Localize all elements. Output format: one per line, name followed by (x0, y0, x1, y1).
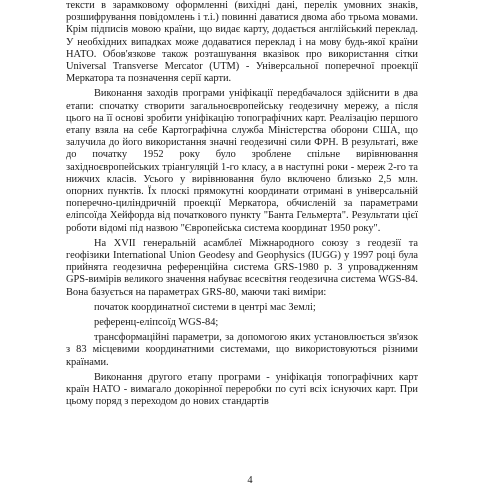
paragraph-3: На XVII генеральній асамблеї Міжнародного союзу з геодезії та геофізики International Union Geodesy and Geophysics (IUGG) у 1997 році була прийнята геодезична референційна система GRS-1980 р. З упровадженням GPS-вимірів великого значення набуває всесвітня геодезична система WGS-84. Вона базується на параметрах GRS-80, маючи такі виміри: (66, 237, 418, 298)
paragraph-2: Виконання заходів програми уніфікації передбачалося здійснити в два етапи: спочатку створити загальноєвропейську геодезичну мережу, а після цього на її основі зробити уніфікацію топографічних карт. Реалізацію першого етапу взяла на себе Картографічна служба Міністерства оборони США, що залучила до його використання значні геодезичні сили ФРН. В результаті, вже до початку 1952 року було зроблене спільне вирівнювання західноєвропейських тріангуляцій 1-го класу, а в наступні роки - мереж 2-го та нижчих класів. Усього у вирівнювання було включено близько 2,5 млн. опорних пунктів. Їх плоскі прямокутні координати отримані в універсальній поперечно-циліндричній проекції Меркатора, обчисленій за параметрами еліпсоїда Хейфорда від початкового пункту "Банта Гельмерта". Результати цієї роботи відомі під назвою "Європейська система координат 1950 року". (66, 88, 418, 234)
document-page (66, 0, 418, 409)
page-number: 4 (247, 475, 253, 486)
list-item-1: початок координатної системи в центрі мас Землі; (94, 301, 316, 313)
list-item-2: референц-еліпсоїд WGS-84; (94, 317, 219, 329)
paragraph-1: тексти в зарамковому оформленні (вихідні дані, перелік умовних знаків, розшифрування повідомлень і т.і.) повинні даватися двома або трьома мовами. Крім підписів мовою країни, що видає карту, додається англійський переклад. У необхідних випадках може додаватися переклад і на мову будь-якої країни НАТО. Обов'язкове також розташування вказівок про використання сітки Universal Transverse Mercator (UTM) - Універсальної поперечної проекції Меркатора та позначення серії карти. (66, 0, 418, 85)
list-item-3: трансформаційні параметри, за допомогою яких установлюється зв'язок з 83 місцевими координатними системами, що використовуються різними країнами. (66, 332, 418, 368)
paragraph-final: Виконання другого етапу програми - уніфікація топографічних карт країн НАТО - вимагало докорінної переробки по суті всіх існуючих карт. При цьому поряд з переходом до нових стандартів (66, 371, 418, 408)
